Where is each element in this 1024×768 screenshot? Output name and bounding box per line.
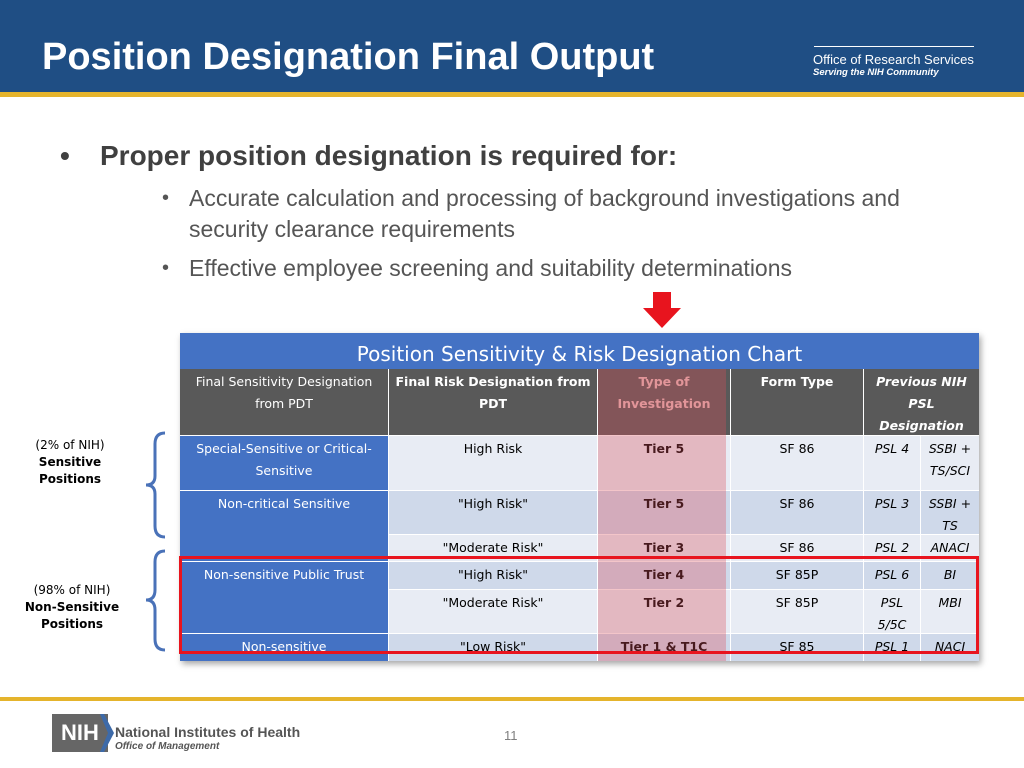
nonsensitive-positions-label [17, 582, 127, 633]
nonsensitive-line2: Positions [40, 617, 104, 631]
form-cell: SF 85 [731, 634, 863, 661]
form-cell: SF 85P [731, 562, 863, 589]
sensitivity-cell: Special-Sensitive or Critical-Sensitive [180, 436, 388, 490]
nih-org-name: National Institutes of Health [115, 724, 301, 740]
slide-title: Position Designation Final Output [42, 36, 655, 78]
ors-logo-rule [814, 46, 974, 47]
sensitive-pct: (2% of NIH) [35, 438, 105, 452]
form-cell: SF 85P [731, 590, 863, 633]
sensitivity-cell: Non-sensitive [180, 634, 388, 661]
sub-bullet-text: Effective employee screening and suitability determinations [189, 255, 793, 281]
inv-cell: NACI [921, 634, 979, 661]
inv-cell: SSBI + TS [921, 491, 979, 534]
nonsensitive-brace-icon [143, 548, 169, 653]
psl-cell: PSL 2 [864, 535, 920, 561]
chart-title: Position Sensitivity & Risk Designation Chart [180, 333, 979, 369]
header-gold-rule [0, 92, 1024, 97]
nonsensitive-pct: (98% of NIH) [33, 583, 111, 597]
tier-cell: Tier 4 [598, 562, 730, 589]
form-cell: SF 86 [731, 436, 863, 490]
sensitive-brace-icon [143, 430, 169, 540]
designation-chart [180, 333, 979, 661]
header-sensitivity: Final Sensitivity Designation from PDT [180, 369, 388, 435]
risk-cell: "Moderate Risk" [389, 535, 597, 561]
psl-cell: PSL 1 [864, 634, 920, 661]
sensitive-positions-label [15, 437, 125, 488]
psl-cell: PSL 5/5C [864, 590, 920, 633]
inv-cell: ANACI [921, 535, 979, 561]
bullet-dot-icon: • [162, 257, 170, 279]
header-investigation: Type of Investigation [598, 369, 730, 435]
sensitive-line1: Sensitive [38, 455, 102, 469]
sub-bullet-1 [162, 183, 952, 245]
risk-cell: High Risk [389, 436, 597, 490]
ors-logo-tagline: Serving the NIH Community [813, 67, 939, 78]
main-bullet [60, 140, 677, 172]
risk-cell: "Low Risk" [389, 634, 597, 661]
main-bullet-text: Proper position designation is required for: [100, 140, 678, 171]
inv-cell: MBI [921, 590, 979, 633]
nonsensitive-line1: Non-Sensitive [24, 600, 120, 614]
tier-cell: Tier 5 [598, 491, 730, 534]
tier-cell: Tier 1 & T1C [598, 634, 730, 661]
tier-cell: Tier 2 [598, 590, 730, 633]
down-arrow-icon [643, 292, 681, 328]
nih-logo-icon: NIH [52, 714, 108, 752]
psl-cell: PSL 4 [864, 436, 920, 490]
page-number: 11 [504, 728, 518, 743]
footer-gold-rule [0, 697, 1024, 701]
form-cell: SF 86 [731, 491, 863, 534]
inv-cell: BI [921, 562, 979, 589]
header-form-type: Form Type [731, 369, 863, 435]
risk-cell: "High Risk" [389, 562, 597, 589]
tier-cell: Tier 5 [598, 436, 730, 490]
form-cell: SF 86 [731, 535, 863, 561]
nih-office-name: Office of Management [115, 741, 220, 752]
tier-cell: Tier 3 [598, 535, 730, 561]
nih-logo-chevron-icon [100, 714, 114, 752]
header-psl: Previous NIH PSL Designation [864, 369, 979, 435]
psl-cell: PSL 3 [864, 491, 920, 534]
risk-cell: "High Risk" [389, 491, 597, 534]
sensitivity-cell: Non-sensitive Public Trust [180, 562, 388, 633]
inv-cell: SSBI + TS/SCI [921, 436, 979, 490]
sensitive-line2: Positions [38, 472, 102, 486]
sensitivity-cell: Non-critical Sensitive [180, 491, 388, 561]
ors-logo-name: Office of Research Services [813, 52, 974, 67]
sub-bullet-text: Accurate calculation and processing of background investigations and security clearance requirements [189, 185, 900, 242]
risk-cell: "Moderate Risk" [389, 590, 597, 633]
bullet-dot-icon: • [60, 140, 70, 171]
bullet-dot-icon: • [162, 187, 170, 209]
psl-cell: PSL 6 [864, 562, 920, 589]
header-risk: Final Risk Designation from PDT [389, 369, 597, 435]
sub-bullet-2 [162, 253, 952, 284]
